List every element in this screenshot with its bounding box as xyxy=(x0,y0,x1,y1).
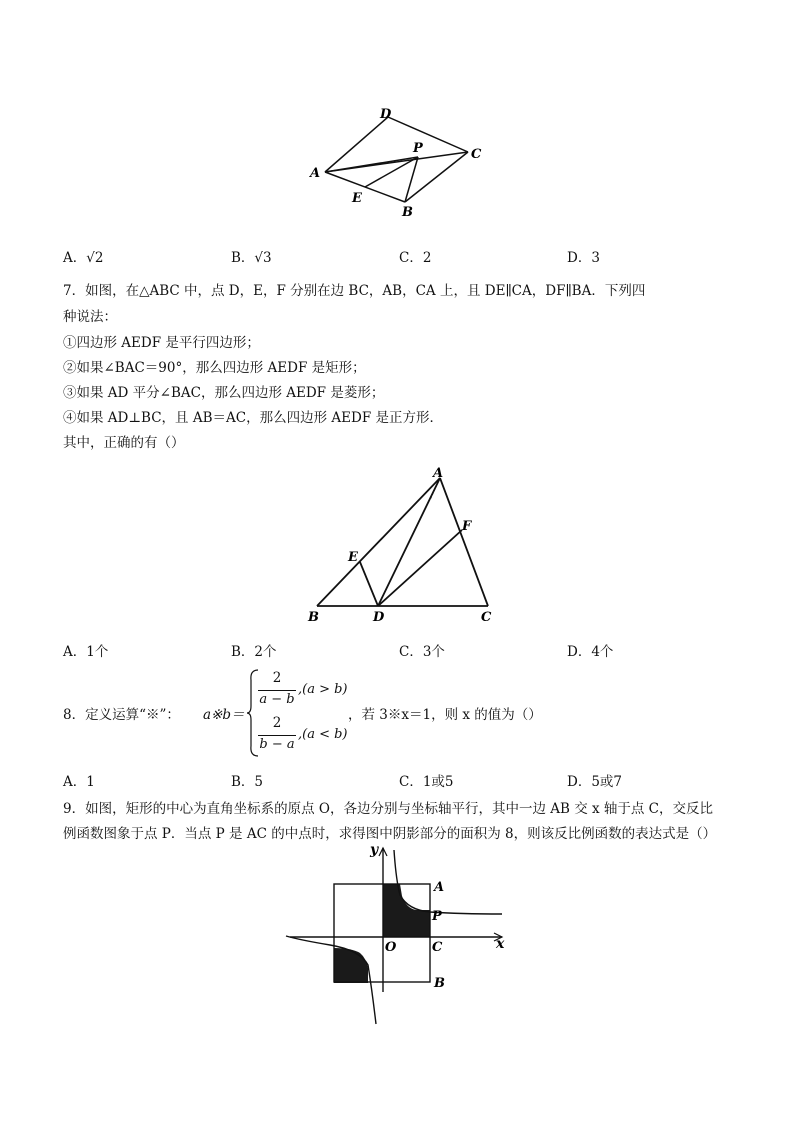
label-f: F xyxy=(462,519,472,534)
label-y: y xyxy=(370,842,379,858)
q8-case2-denominator: b − a xyxy=(259,737,295,752)
label-c: C xyxy=(471,147,482,162)
q8-lhs: a※b＝ xyxy=(203,707,245,723)
q8-case2-condition: ,(a < b) xyxy=(298,727,348,742)
segment-de xyxy=(360,562,378,606)
label-a: A xyxy=(310,166,321,181)
q8-option-d: D．5或7 xyxy=(567,774,623,790)
q7-stem-line1: 7．如图，在△ABC 中，点 D，E，F 分别在边 BC，AB，CA 上，且 DE∥CA，DF∥BA．下列四 xyxy=(63,283,646,299)
q7-option-a: A．1个 xyxy=(63,644,109,660)
q6-option-c: C．2 xyxy=(399,250,432,266)
label-b: B xyxy=(434,976,445,991)
label-e: E xyxy=(352,191,362,206)
segment-ac xyxy=(440,478,488,606)
q8-prefix: 8．定义运算“※”： xyxy=(63,707,180,723)
q7-option-b: B．2个 xyxy=(231,644,277,660)
q8-case2-numerator: 2 xyxy=(272,715,282,731)
segment-dc xyxy=(388,117,468,152)
q8-case1-fraction-bar xyxy=(258,690,296,691)
label-e: E xyxy=(348,550,358,565)
q9-stem-line2: 例函数图象于点 P．当点 P 是 AC 的中点时，求得图中阴影部分的面积为 8，则该反比例函数的表达式是（） xyxy=(63,826,717,842)
q7-question: 其中，正确的有（） xyxy=(63,435,185,451)
q8-suffix: ，若 3※x＝1，则 x 的值为（） xyxy=(348,707,542,723)
label-a: A xyxy=(433,466,444,481)
q7-statement-1: ①四边形 AEDF 是平行四边形； xyxy=(63,335,260,351)
label-d: D xyxy=(373,610,385,625)
hyperbola-branch-first-quadrant xyxy=(394,850,502,914)
q8-option-b: B．5 xyxy=(231,774,264,790)
label-c: C xyxy=(432,940,443,955)
shaded-region-lower xyxy=(334,948,368,983)
label-x: x xyxy=(496,936,505,952)
q7-statement-4: ④如果 AD⊥BC，且 AB＝AC，那么四边形 AEDF 是正方形． xyxy=(63,410,443,426)
q9-stem-line1: 9．如图，矩形的中心为直角坐标系的原点 O，各边分别与坐标轴平行，其中一边 AB 交 x 轴于点 C，交反比 xyxy=(63,801,714,817)
q7-option-c: C．3个 xyxy=(399,644,445,660)
label-o: O xyxy=(385,940,397,955)
q7-statement-2: ②如果∠BAC＝90°，那么四边形 AEDF 是矩形； xyxy=(63,360,366,376)
q8-case1-condition: ,(a > b) xyxy=(298,682,348,697)
q6-option-a: A．√2 xyxy=(63,250,104,266)
figure-q6-parallelogram xyxy=(300,100,500,220)
label-p: P xyxy=(432,909,442,924)
q8-option-c: C．1或5 xyxy=(399,774,454,790)
q8-option-a: A．1 xyxy=(63,774,95,790)
figure-q9-hyperbola xyxy=(280,840,520,1030)
label-c: C xyxy=(481,610,492,625)
label-d: D xyxy=(380,107,392,122)
q8-case1-denominator: a − b xyxy=(259,692,295,707)
q6-option-b: B．√3 xyxy=(231,250,272,266)
label-p: P xyxy=(413,141,423,156)
q8-case1-numerator: 2 xyxy=(272,670,282,686)
label-b: B xyxy=(308,610,319,625)
figure-q7-triangle xyxy=(300,460,510,630)
label-b: B xyxy=(402,205,413,220)
q7-stem-line2: 种说法： xyxy=(63,309,117,325)
q7-option-d: D．4个 xyxy=(567,644,614,660)
q7-statement-3: ③如果 AD 平分∠BAC，那么四边形 AEDF 是菱形； xyxy=(63,385,385,401)
q6-option-d: D．3 xyxy=(567,250,600,266)
segment-ab xyxy=(317,478,440,606)
label-a: A xyxy=(434,880,445,895)
q8-case2-fraction-bar xyxy=(258,735,296,736)
segment-df xyxy=(378,530,462,606)
